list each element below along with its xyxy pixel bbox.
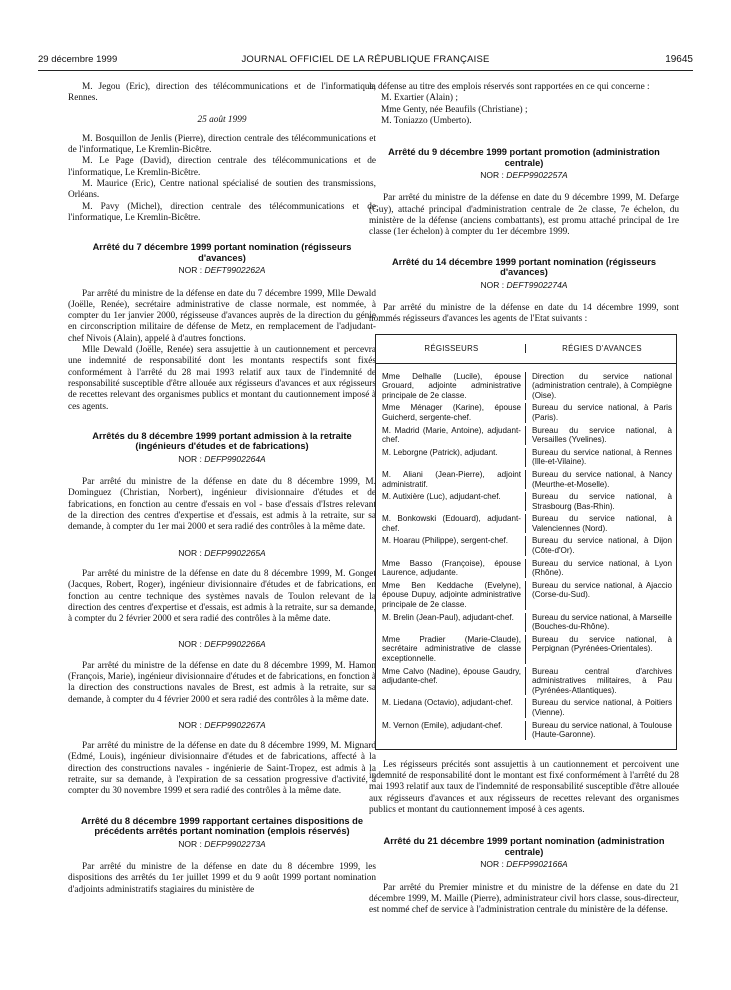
regie-cell: Bureau du service national, à Versailles (Yvelines). [532, 425, 672, 445]
paragraph: Par arrêté du ministre de la défense en date du 7 décembre 1999, Mlle Dewald (Joëlle, Renée), secrétaire administrative de classe normale, est nommée, à compter du 1er janvier 2000, régisseuse d'avances auprès de la direction du génie en circonscription militaire de défense de Metz, en remplacement de l'adjudant-chef Nivois (Alain), appelé à d'autres fonctions. [68, 288, 376, 344]
journal-title: JOURNAL OFFICIEL DE LA RÉPUBLIQUE FRANÇAISE [241, 54, 490, 65]
name-item: M. Exartier (Alain) ; [381, 93, 458, 104]
table-row [376, 514, 676, 533]
regie-cell: Bureau du service national, à Paris (Paris). [532, 403, 672, 422]
nor-label: NOR : [178, 265, 203, 276]
nor-label: NOR : [480, 170, 504, 181]
table-row [376, 721, 676, 740]
regie-cell: Bureau du service national, à Perpignan (Pyrénées-Orientales). [532, 634, 672, 654]
header-rule [38, 70, 693, 71]
table-row [376, 635, 676, 664]
regie-cell: Bureau du service national, à Lyon (Rhône). [532, 558, 672, 578]
regisseur-cell: M. Vernon (Emile), adjudant-chef. [376, 721, 526, 740]
nor-code: DEFP9902265A [204, 547, 266, 558]
name-item: Mme Genty, née Beaufils (Christiane) ; [381, 104, 528, 115]
regisseur-cell: M. Bonkowski (Edouard), adjudant-chef. [376, 514, 526, 533]
nor-label: NOR : [178, 838, 202, 849]
regisseur-cell: M. Autixière (Luc), adjudant-chef. [376, 492, 526, 511]
paragraph: Mlle Dewald (Joëlle, Renée) sera assujettie à un cautionnement et percevra une indemnité de responsabilité dont les montants respectifs sont fixés conformément à l'arrêté du 28 mai 1993 relatif aux taux de l'indemnité de responsabilité susceptible d'être allouée aux régisseurs d'avances et aux régisseurs de recettes relevant des organismes publics et montant du cautionnement imposé à ces agents. [68, 345, 376, 412]
nor-code: DEFP9902166A [506, 859, 568, 870]
paragraph: Par arrêté du ministre de la défense en date du 8 décembre 1999, M. Gonget (Jacques, Robert, Roger), ingénieur divisionnaire d'études et de fabrications, en fonction au centre technique des systèmes navals de Toulon relevant de la direction des centres d'expertise et d'essais, est admis à la retraite, sur sa demande, à compter du 2 février 2000 et sera radié des contrôles à la même date. [68, 568, 376, 625]
paragraph: M. Bosquillon de Jenlis (Pierre), direction centrale des télécommunications et de l'informatique, Le Kremlin-Bicêtre. [68, 133, 376, 156]
regisseur-cell: M. Brelin (Jean-Paul), adjudant-chef. [376, 613, 526, 632]
regie-cell: Bureau du service national, à Ajaccio (Corse-du-Sud). [532, 580, 672, 600]
table-row [376, 403, 676, 422]
nor-reference [68, 639, 376, 650]
nor-label: NOR : [178, 639, 202, 650]
nor-reference [68, 265, 376, 276]
column-header-regisseurs: RÉGISSEURS [376, 344, 526, 354]
nor-code: DEFP9902267A [204, 719, 266, 730]
paragraph: Par arrêté du Premier ministre et du ministre de la défense en date du 21 décembre 1999, M. Maille (Pierre), administrateur civil hors classe, sous-directeur, est nommé chef de service à l'administration centrale du ministère de la défense. [369, 882, 679, 916]
regie-cell: Bureau du service national, à Rennes (Ille-et-Vilaine). [532, 447, 672, 467]
regisseur-cell: Mme Calvo (Nadine), épouse Gaudry, adjudante-chef. [376, 667, 526, 696]
regie-cell: Bureau du service national, à Toulouse (Haute-Garonne). [532, 720, 672, 740]
paragraph: Par arrêté du ministre de la défense en date du 14 décembre 1999, sont nommés régisseurs d'avances les agents de l'Etat suivants : [369, 302, 679, 325]
paragraph: Par arrêté du ministre de la défense en date du 9 décembre 1999, M. Defarge (Guy), attaché principal d'administration centrale de 2e classe, 7e échelon, du ministère de la défense (anciens combattants), est promu attaché principal de 1re classe (1er échelon) à compter du 1er décembre 1999. [369, 193, 679, 238]
table-row [376, 698, 676, 717]
regie-cell: Bureau du service national, à Strasbourg (Bas-Rhin). [532, 492, 672, 511]
regisseur-cell: Mme Ménager (Karine), épouse Guicherd, sergente-chef. [376, 403, 526, 422]
nor-reference [68, 720, 376, 731]
nor-reference [68, 839, 376, 850]
regie-cell: Bureau du service national, à Nancy (Meurthe-et-Moselle). [532, 469, 672, 489]
column-header-regies: RÉGIES D'AVANCES [562, 343, 642, 353]
paragraph: Par arrêté du ministre de la défense en date du 8 décembre 1999, M. Hamon (François, Marie), ingénieur divisionnaire d'études et de fabrications, en fonction à la direction des constructions navales de Brest, est admis à la retraite, sur sa demande, à compter du 4 février 2000 et sera radié des contrôles à la même date. [68, 660, 376, 705]
regisseur-cell: Mme Ben Keddache (Evelyne), épouse Dupuy, adjointe administrative principale de 2e classe. [376, 581, 526, 610]
regisseur-cell: Mme Basso (Françoise), épouse Laurence, adjudante. [376, 559, 526, 578]
regisseur-cell: M. Aliani (Jean-Pierre), adjoint administratif. [376, 470, 526, 489]
regisseur-cell: M. Hoarau (Philippe), sergent-chef. [376, 536, 526, 555]
table-row [376, 559, 676, 578]
nor-label: NOR : [480, 279, 505, 290]
nor-code: DEFP9902257A [506, 170, 568, 181]
regie-cell: Bureau du service national, à Marseille (Bouches-du-Rhône). [532, 612, 672, 632]
paragraph: Par arrêté du ministre de la défense en date du 8 décembre 1999, M. Dominguez (Christian, Norbert), ingénieur divisionnaire d'études et de fabrications, en fonction au centre d'essais en vol - base d'essais d'Istres relevant de la direction des centres d'expertise et d'essais, est admis à la retraite, sur sa demande, à compter du 1er mai 2000 et sera radié des contrôles à la même date. [68, 477, 376, 533]
regisseur-cell: M. Leborgne (Patrick), adjudant. [376, 448, 526, 467]
table-row [376, 470, 676, 489]
nor-label: NOR : [480, 859, 504, 870]
nor-reference [68, 454, 376, 465]
nor-label: NOR : [178, 719, 202, 730]
table-row [376, 426, 676, 445]
nor-reference [68, 548, 376, 559]
nor-reference [369, 859, 679, 870]
table-row [376, 536, 676, 555]
regisseur-cell: Mme Delhalle (Lucile), épouse Grouard, adjointe administrative principale de 2e classe. [376, 372, 526, 401]
nor-code: DEFT9902262A [204, 265, 266, 276]
regie-cell: Direction du service national (administration centrale), à Compiègne (Oise). [532, 371, 672, 400]
regisseur-cell: M. Madrid (Marie, Antoine), adjudant-chef. [376, 426, 526, 445]
table-row [376, 613, 676, 632]
table-row [376, 372, 676, 401]
table-header [376, 335, 676, 364]
paragraph: M. Jegou (Eric), direction des télécommunications et de l'informatique, Rennes. [68, 82, 376, 104]
page-header [38, 54, 693, 68]
regisseur-cell: M. Liedana (Octavio), adjudant-chef. [376, 698, 526, 717]
nor-code: DEFP9902273A [204, 838, 266, 849]
table-row [376, 667, 676, 696]
nor-code: DEFP9902264A [204, 453, 266, 464]
article-title: Arrêté du 7 décembre 1999 portant nomination (régisseurs d'avances) [92, 242, 352, 263]
nor-label: NOR : [178, 453, 202, 464]
regie-cell: Bureau du service national, à Poitiers (Vienne). [532, 698, 672, 717]
name-item: M. Toniazzo (Umberto). [381, 115, 472, 126]
paragraph: la défense au titre des emplois réservés sont rapportées en ce qui concerne : [369, 82, 650, 92]
nor-code: DEFT9902274A [506, 279, 568, 290]
article-title: Arrêté du 9 décembre 1999 portant promotion (administration centrale) [388, 147, 660, 168]
nor-reference [369, 170, 679, 181]
paragraph: M. Pavy (Michel), direction centrale des télécommunications et de l'informatique, Le Kremlin-Bicêtre. [68, 201, 376, 223]
article-title: Arrêté du 14 décembre 1999 portant nomination (régisseurs d'avances) [391, 256, 656, 278]
regie-cell: Bureau du service national, à Valenciennes (Nord). [532, 514, 672, 533]
table-row [376, 448, 676, 467]
article-title: Arrêtés du 8 décembre 1999 portant admission à la retraite (ingénieurs d'études et de fabrications) [92, 430, 352, 452]
date-heading: 25 août 1999 [197, 114, 247, 125]
article-title: Arrêté du 21 décembre 1999 portant nomination (administration centrale) [383, 836, 665, 857]
paragraph: Par arrêté du ministre de la défense en date du 8 décembre 1999, les dispositions des arrêtés du 1er juillet 1999 et du 9 août 1999 portant nomination d'adjoints administratifs stagiaires du ministère de [68, 861, 376, 895]
paragraph: M. Maurice (Eric), Centre national spécialisé de soutien des transmissions, Orléans. [68, 179, 376, 201]
table-row [376, 492, 676, 511]
regie-cell: Bureau du service national, à Dijon (Côte-d'Or). [532, 536, 672, 556]
regie-cell: Bureau central d'archives administratives militaires, à Pau (Pyrénées-Atlantiques). [532, 666, 672, 695]
article-title: Arrêté du 8 décembre 1999 rapportant certaines dispositions de précédents arrêtés portant nomination (emplois réservés) [80, 815, 364, 837]
table-row [376, 581, 676, 610]
table-body [376, 364, 676, 749]
page-number: 19645 [665, 54, 693, 65]
nor-label: NOR : [178, 547, 202, 558]
header-date: 29 décembre 1999 [38, 54, 118, 65]
regisseurs-table [375, 334, 677, 750]
paragraph: Les régisseurs précités sont assujettis à un cautionnement et percoivent une indemnité de responsabilité dont le montant est fixé conformément à l'arrêté du 28 mai 1993 relatif aux taux de l'indemnité de responsabilité susceptible d'être allouée aux régisseurs d'avances et aux régisseurs de recettes relevant des organismes publics et montant du cautionnement imposé à ces agents. [369, 759, 679, 815]
nor-code: DEFP9902266A [204, 639, 266, 650]
right-column [369, 82, 679, 916]
left-column [68, 82, 376, 896]
nor-reference [369, 280, 679, 291]
paragraph: Par arrêté du ministre de la défense en date du 8 décembre 1999, M. Mignard (Edmé, Louis), ingénieur divisionnaire d'études et de fabrications, affecté à la direction des constructions navales - ingénierie de Saint-Tropez, est admis à la retraite, sur sa demande, à l'expiration de sa cessation progressive d'activité, à compter du 30 novembre 1999 et sera radié des contrôles à la même date. [68, 741, 376, 797]
regisseur-cell: Mme Pradier (Marie-Claude), secrétaire administrative de classe exceptionnelle. [376, 635, 526, 664]
paragraph: M. Le Page (David), direction centrale des télécommunications et de l'informatique, Le Kremlin-Bicêtre. [68, 156, 376, 178]
